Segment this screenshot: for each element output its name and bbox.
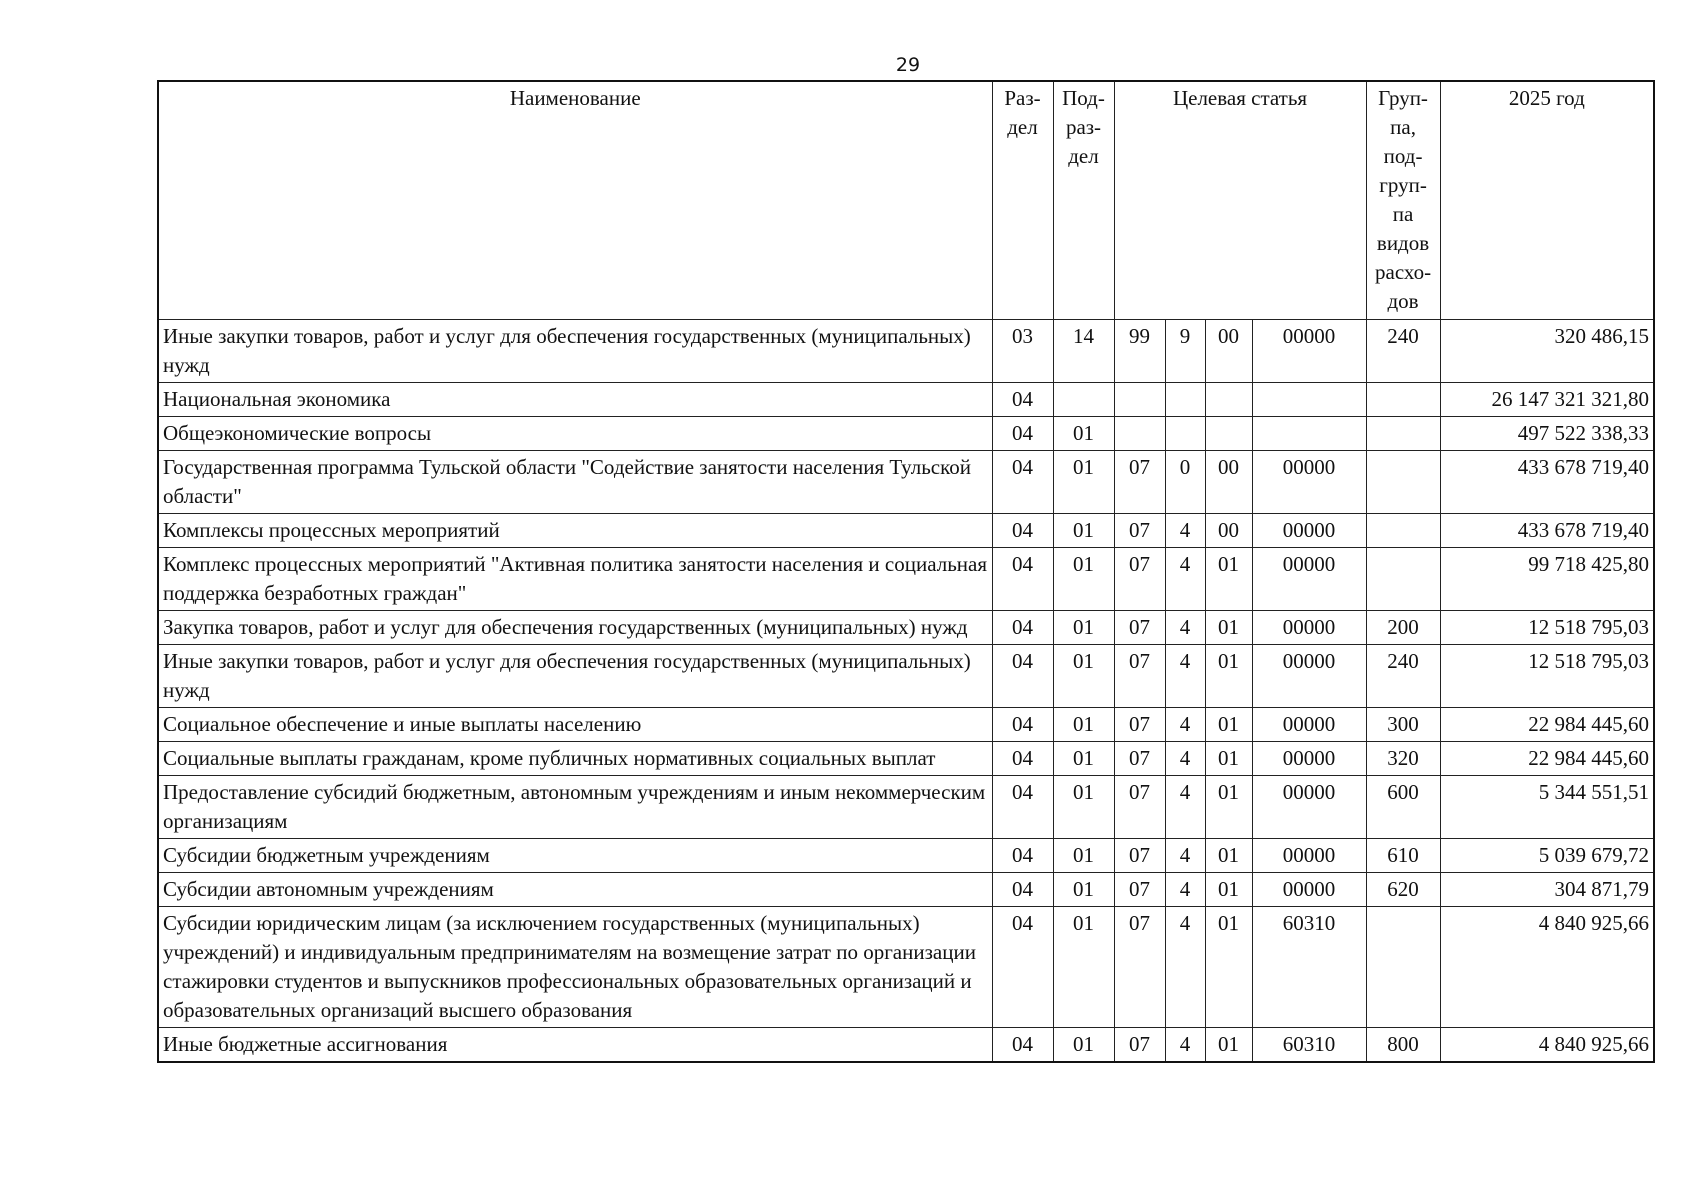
row-target-subprogram: 4 (1165, 610, 1205, 644)
row-target-subprogram: 9 (1165, 319, 1205, 382)
row-amount: 12 518 795,03 (1440, 644, 1654, 707)
row-target-direction: 00000 (1252, 547, 1366, 610)
row-expense-group: 240 (1366, 644, 1440, 707)
row-podrazdel: 01 (1053, 547, 1114, 610)
row-amount: 5 039 679,72 (1440, 838, 1654, 872)
row-target-direction: 00000 (1252, 450, 1366, 513)
row-target-program: 99 (1114, 319, 1165, 382)
row-name: Субсидии автономным учреждениям (158, 872, 992, 906)
row-target-program: 07 (1114, 906, 1165, 1027)
row-razdel: 04 (992, 775, 1053, 838)
row-razdel: 04 (992, 547, 1053, 610)
table-row (158, 1027, 1654, 1062)
row-target-direction: 60310 (1252, 1027, 1366, 1062)
row-target-subprogram: 4 (1165, 644, 1205, 707)
row-target-direction (1252, 382, 1366, 416)
row-target-subprogram: 4 (1165, 547, 1205, 610)
table-row (158, 450, 1654, 513)
row-podrazdel: 01 (1053, 644, 1114, 707)
row-razdel: 04 (992, 1027, 1053, 1062)
row-target-subprogram: 4 (1165, 872, 1205, 906)
table-row (158, 707, 1654, 741)
row-expense-group: 200 (1366, 610, 1440, 644)
row-podrazdel: 01 (1053, 838, 1114, 872)
row-target-program: 07 (1114, 741, 1165, 775)
table-row (158, 610, 1654, 644)
row-razdel: 04 (992, 513, 1053, 547)
row-target-subprogram (1165, 382, 1205, 416)
row-target-subprogram: 4 (1165, 838, 1205, 872)
row-target-direction: 00000 (1252, 872, 1366, 906)
row-amount: 22 984 445,60 (1440, 707, 1654, 741)
row-expense-group: 620 (1366, 872, 1440, 906)
header-year: 2025 год (1440, 81, 1654, 319)
row-target-program: 07 (1114, 775, 1165, 838)
table-row (158, 513, 1654, 547)
row-podrazdel: 01 (1053, 775, 1114, 838)
row-target-event: 01 (1205, 1027, 1252, 1062)
row-name: Общеэкономические вопросы (158, 416, 992, 450)
row-target-direction: 00000 (1252, 319, 1366, 382)
row-name: Социальное обеспечение и иные выплаты населению (158, 707, 992, 741)
row-expense-group (1366, 513, 1440, 547)
row-amount: 320 486,15 (1440, 319, 1654, 382)
row-podrazdel: 01 (1053, 450, 1114, 513)
row-razdel: 04 (992, 872, 1053, 906)
row-amount: 26 147 321 321,80 (1440, 382, 1654, 416)
row-target-program: 07 (1114, 450, 1165, 513)
row-podrazdel: 01 (1053, 707, 1114, 741)
row-target-subprogram: 4 (1165, 906, 1205, 1027)
row-target-subprogram: 0 (1165, 450, 1205, 513)
row-name: Закупка товаров, работ и услуг для обеспечения государственных (муниципальных) нужд (158, 610, 992, 644)
header-name: Наименование (158, 81, 992, 319)
row-amount: 304 871,79 (1440, 872, 1654, 906)
row-target-subprogram (1165, 416, 1205, 450)
table-row (158, 319, 1654, 382)
row-podrazdel (1053, 382, 1114, 416)
row-target-direction: 00000 (1252, 775, 1366, 838)
header-target: Целевая статья (1114, 81, 1366, 319)
row-amount: 4 840 925,66 (1440, 906, 1654, 1027)
table-row (158, 838, 1654, 872)
row-podrazdel: 01 (1053, 416, 1114, 450)
row-target-event: 01 (1205, 741, 1252, 775)
row-target-program: 07 (1114, 707, 1165, 741)
row-name: Субсидии бюджетным учреждениям (158, 838, 992, 872)
row-razdel: 04 (992, 741, 1053, 775)
row-expense-group: 600 (1366, 775, 1440, 838)
row-razdel: 03 (992, 319, 1053, 382)
row-expense-group (1366, 547, 1440, 610)
row-expense-group: 240 (1366, 319, 1440, 382)
header-razdel: Раз- дел (992, 81, 1053, 319)
row-amount: 12 518 795,03 (1440, 610, 1654, 644)
row-target-program (1114, 416, 1165, 450)
row-target-event: 01 (1205, 547, 1252, 610)
row-name: Иные бюджетные ассигнования (158, 1027, 992, 1062)
row-target-program: 07 (1114, 872, 1165, 906)
row-podrazdel: 01 (1053, 741, 1114, 775)
row-target-event: 01 (1205, 644, 1252, 707)
row-target-direction (1252, 416, 1366, 450)
row-podrazdel: 14 (1053, 319, 1114, 382)
row-target-event (1205, 416, 1252, 450)
row-name: Субсидии юридическим лицам (за исключением государственных (муниципальных) учреждений) и индивидуальным предпринимателям на возмещение затрат по организации стажировки студентов и выпускников профессиональных образовательных организаций и образовательных организаций высшего образования (158, 906, 992, 1027)
row-target-event (1205, 382, 1252, 416)
row-target-direction: 00000 (1252, 838, 1366, 872)
row-amount: 497 522 338,33 (1440, 416, 1654, 450)
row-amount: 433 678 719,40 (1440, 450, 1654, 513)
row-target-subprogram: 4 (1165, 707, 1205, 741)
page-number: 29 (895, 54, 921, 76)
row-target-program: 07 (1114, 513, 1165, 547)
row-podrazdel: 01 (1053, 1027, 1114, 1062)
row-name: Комплексы процессных мероприятий (158, 513, 992, 547)
row-podrazdel: 01 (1053, 513, 1114, 547)
row-target-program (1114, 382, 1165, 416)
row-name: Национальная экономика (158, 382, 992, 416)
row-target-event: 01 (1205, 872, 1252, 906)
row-amount: 22 984 445,60 (1440, 741, 1654, 775)
row-target-subprogram: 4 (1165, 1027, 1205, 1062)
row-target-direction: 00000 (1252, 610, 1366, 644)
header-group: Груп- па, под- груп- па видов расхо- дов (1366, 81, 1440, 319)
row-name: Предоставление субсидий бюджетным, автономным учреждениям и иным некоммерческим организациям (158, 775, 992, 838)
row-amount: 99 718 425,80 (1440, 547, 1654, 610)
row-name: Иные закупки товаров, работ и услуг для обеспечения государственных (муниципальных) нужд (158, 319, 992, 382)
table-row (158, 644, 1654, 707)
row-podrazdel: 01 (1053, 872, 1114, 906)
row-razdel: 04 (992, 644, 1053, 707)
row-name: Государственная программа Тульской области "Содействие занятости населения Тульской области" (158, 450, 992, 513)
row-expense-group: 800 (1366, 1027, 1440, 1062)
row-razdel: 04 (992, 707, 1053, 741)
row-target-event: 00 (1205, 513, 1252, 547)
row-podrazdel: 01 (1053, 610, 1114, 644)
header-podrazdel: Под- раз- дел (1053, 81, 1114, 319)
row-target-direction: 00000 (1252, 644, 1366, 707)
row-name: Социальные выплаты гражданам, кроме публичных нормативных социальных выплат (158, 741, 992, 775)
row-target-event: 01 (1205, 707, 1252, 741)
table-header (158, 81, 1654, 319)
row-target-event: 01 (1205, 610, 1252, 644)
row-razdel: 04 (992, 838, 1053, 872)
row-target-subprogram: 4 (1165, 741, 1205, 775)
row-amount: 4 840 925,66 (1440, 1027, 1654, 1062)
table-row (158, 775, 1654, 838)
row-name: Комплекс процессных мероприятий "Активная политика занятости населения и социальная поддержка безработных граждан" (158, 547, 992, 610)
table-row (158, 382, 1654, 416)
row-target-event: 01 (1205, 775, 1252, 838)
row-target-event: 00 (1205, 450, 1252, 513)
row-target-program: 07 (1114, 610, 1165, 644)
row-podrazdel: 01 (1053, 906, 1114, 1027)
row-target-event: 01 (1205, 906, 1252, 1027)
row-target-program: 07 (1114, 547, 1165, 610)
row-expense-group (1366, 906, 1440, 1027)
row-target-subprogram: 4 (1165, 513, 1205, 547)
row-name: Иные закупки товаров, работ и услуг для обеспечения государственных (муниципальных) нужд (158, 644, 992, 707)
row-expense-group (1366, 416, 1440, 450)
row-target-direction: 00000 (1252, 513, 1366, 547)
row-target-event: 00 (1205, 319, 1252, 382)
row-razdel: 04 (992, 450, 1053, 513)
row-razdel: 04 (992, 610, 1053, 644)
row-target-program: 07 (1114, 1027, 1165, 1062)
row-target-program: 07 (1114, 838, 1165, 872)
row-target-direction: 60310 (1252, 906, 1366, 1027)
row-expense-group: 610 (1366, 838, 1440, 872)
row-expense-group (1366, 450, 1440, 513)
table-body (158, 319, 1654, 1062)
budget-table (157, 80, 1655, 1063)
row-target-direction: 00000 (1252, 741, 1366, 775)
row-expense-group: 300 (1366, 707, 1440, 741)
table-row (158, 906, 1654, 1027)
table-row (158, 547, 1654, 610)
table-row (158, 416, 1654, 450)
row-razdel: 04 (992, 382, 1053, 416)
row-expense-group: 320 (1366, 741, 1440, 775)
row-razdel: 04 (992, 906, 1053, 1027)
row-target-event: 01 (1205, 838, 1252, 872)
table-row (158, 741, 1654, 775)
row-razdel: 04 (992, 416, 1053, 450)
row-expense-group (1366, 382, 1440, 416)
table-row (158, 872, 1654, 906)
row-target-direction: 00000 (1252, 707, 1366, 741)
row-target-subprogram: 4 (1165, 775, 1205, 838)
row-target-program: 07 (1114, 644, 1165, 707)
row-amount: 433 678 719,40 (1440, 513, 1654, 547)
row-amount: 5 344 551,51 (1440, 775, 1654, 838)
